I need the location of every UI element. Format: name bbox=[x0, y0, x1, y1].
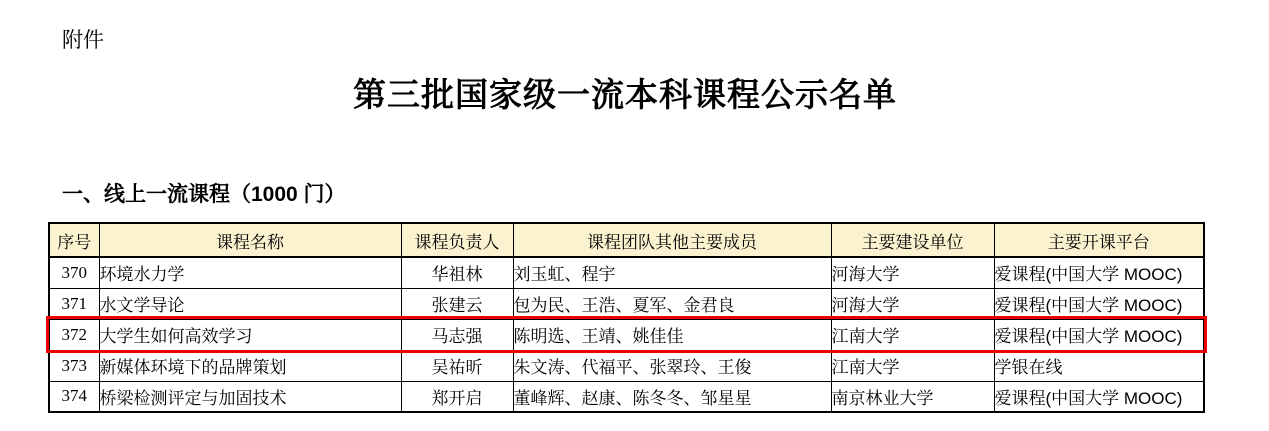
cell-team-members: 董峰辉、赵康、陈冬冬、邹星星 bbox=[513, 381, 831, 412]
cell-course-leader: 华祖林 bbox=[401, 257, 513, 288]
table-body bbox=[49, 257, 1204, 412]
cell-course-name: 大学生如何高效学习 bbox=[99, 319, 401, 350]
header-platform: 主要开课平台 bbox=[994, 223, 1204, 257]
cell-platform: 爱课程(中国大学 MOOC) bbox=[994, 381, 1204, 412]
cell-serial-number: 371 bbox=[49, 288, 99, 319]
cell-serial-number: 370 bbox=[49, 257, 99, 288]
cell-institution: 河海大学 bbox=[831, 257, 994, 288]
table-row bbox=[49, 257, 1204, 288]
cell-platform: 爱课程(中国大学 MOOC) bbox=[994, 319, 1204, 350]
table-header-row bbox=[49, 223, 1204, 257]
header-course-name: 课程名称 bbox=[99, 223, 401, 257]
cell-course-leader: 张建云 bbox=[401, 288, 513, 319]
cell-serial-number: 374 bbox=[49, 381, 99, 412]
courses-table bbox=[48, 222, 1205, 413]
cell-serial-number: 373 bbox=[49, 350, 99, 381]
cell-platform: 爱课程(中国大学 MOOC) bbox=[994, 257, 1204, 288]
cell-platform: 爱课程(中国大学 MOOC) bbox=[994, 288, 1204, 319]
cell-team-members: 朱文涛、代福平、张翠玲、王俊 bbox=[513, 350, 831, 381]
cell-course-leader: 马志强 bbox=[401, 319, 513, 350]
table-row bbox=[49, 288, 1204, 319]
document-title: 第三批国家级一流本科课程公示名单 bbox=[353, 78, 897, 114]
cell-institution: 南京林业大学 bbox=[831, 381, 994, 412]
table-row bbox=[49, 319, 1204, 350]
cell-team-members: 刘玉虹、程宇 bbox=[513, 257, 831, 288]
table-row bbox=[49, 350, 1204, 381]
cell-platform: 学银在线 bbox=[994, 350, 1204, 381]
header-serial-number: 序号 bbox=[49, 223, 99, 257]
attachment-label: 附件 bbox=[62, 29, 104, 52]
cell-institution: 江南大学 bbox=[831, 350, 994, 381]
section-heading: 一、线上一流课程（1000 门） bbox=[62, 183, 346, 206]
cell-course-name: 水文学导论 bbox=[99, 288, 401, 319]
table-row bbox=[49, 381, 1204, 412]
cell-team-members: 陈明选、王靖、姚佳佳 bbox=[513, 319, 831, 350]
cell-course-name: 新媒体环境下的品牌策划 bbox=[99, 350, 401, 381]
cell-course-leader: 郑开启 bbox=[401, 381, 513, 412]
cell-institution: 江南大学 bbox=[831, 319, 994, 350]
cell-team-members: 包为民、王浩、夏军、金君良 bbox=[513, 288, 831, 319]
cell-course-name: 桥梁检测评定与加固技术 bbox=[99, 381, 401, 412]
cell-course-name: 环境水力学 bbox=[99, 257, 401, 288]
header-course-leader: 课程负责人 bbox=[401, 223, 513, 257]
cell-serial-number: 372 bbox=[49, 319, 99, 350]
header-team-members: 课程团队其他主要成员 bbox=[513, 223, 831, 257]
header-institution: 主要建设单位 bbox=[831, 223, 994, 257]
cell-course-leader: 吴祐昕 bbox=[401, 350, 513, 381]
table-header bbox=[49, 223, 1204, 257]
cell-institution: 河海大学 bbox=[831, 288, 994, 319]
